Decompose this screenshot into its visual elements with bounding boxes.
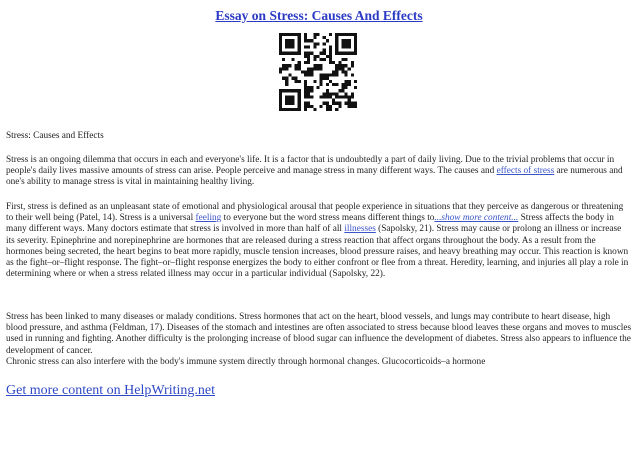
essay-title-link[interactable]: Essay on Stress: Causes And Effects: [215, 8, 423, 23]
paragraph-intro: [6, 155, 632, 199]
paragraph-text: First, stress is defined as an unpleasant state of emotional and physiological arousal that people experience in situations that they perceive as dangerous or threatening to their well being (Patel, 14). Stress is a universal: [6, 202, 624, 224]
paragraph-text: Chronic stress can also interfere with the body's immune system directly through hormonal changes. Glucocorticoids–a hormone: [6, 356, 486, 367]
section-heading: Stress: Causes and Effects: [6, 131, 104, 141]
get-more-content-link[interactable]: Get more content on HelpWriting.net: [6, 383, 215, 398]
paragraph-text: Stress is an ongoing dilemma that occurs in each and everyone's life. It is a factor that is undoubtedly a part of daily living. Due to the trivial problems that occur in people's daily lives massive amounts of stress can arise. People perceive and manage stress in many different ways. The causes and: [6, 155, 615, 177]
paragraph-definition: [6, 202, 632, 290]
qr-code-icon: [279, 33, 357, 111]
paragraph-text: (Sapolsky, 21). Stress may cause or prolong an illness or increase its severity. Epinephrine and norepinephrine are hormones that are released during a stress reaction that affect organs throughout the body. As a result from the hormones being secreted, the heart begins to beat more rapidly, muscle tension increases, blood pressure raises, and heavy breathing may occur. This reaction is known as the fight–or–flight response. The fight–or–flight response energizes the body to either confront or flee from a threat. Heredity, learning, and injuries all play a role in determining where or when a stress related illness may occur in a particular individual (Sapolsky, 22).: [6, 224, 629, 280]
link-feeling[interactable]: feeling: [195, 213, 222, 224]
paragraph-diseases: [6, 312, 632, 368]
paragraph-text: are numerous and one's ability to manage stress is vital in maintaining healthy living.: [6, 166, 623, 188]
paragraph-text: to everyone but the word stress means different things to: [221, 213, 435, 224]
paragraph-text: Stress affects the body in many different ways. Many doctors estimate that stress is involved in more than half of all: [6, 213, 614, 235]
link-effects-of-stress[interactable]: effects of stress: [496, 166, 555, 177]
paragraph-text: Stress has been linked to many diseases or malady conditions. Stress hormones that act on the heart, blood vessels, and lungs may contribute to heart disease, high blood pressure, and asthma (Feldman, 17). Diseases of the stomach and intestines are often associated to stress because blood leaves these organs and moves to muscles used in running and fighting. Another difficulty is the prolonging increase of blood sugar can influence the development of diabetes. Stress also appears to influence the development of cancer.: [6, 312, 632, 356]
show-more-content-link[interactable]: ...show more content...: [434, 213, 519, 224]
link-illnesses[interactable]: illnesses: [344, 224, 376, 235]
